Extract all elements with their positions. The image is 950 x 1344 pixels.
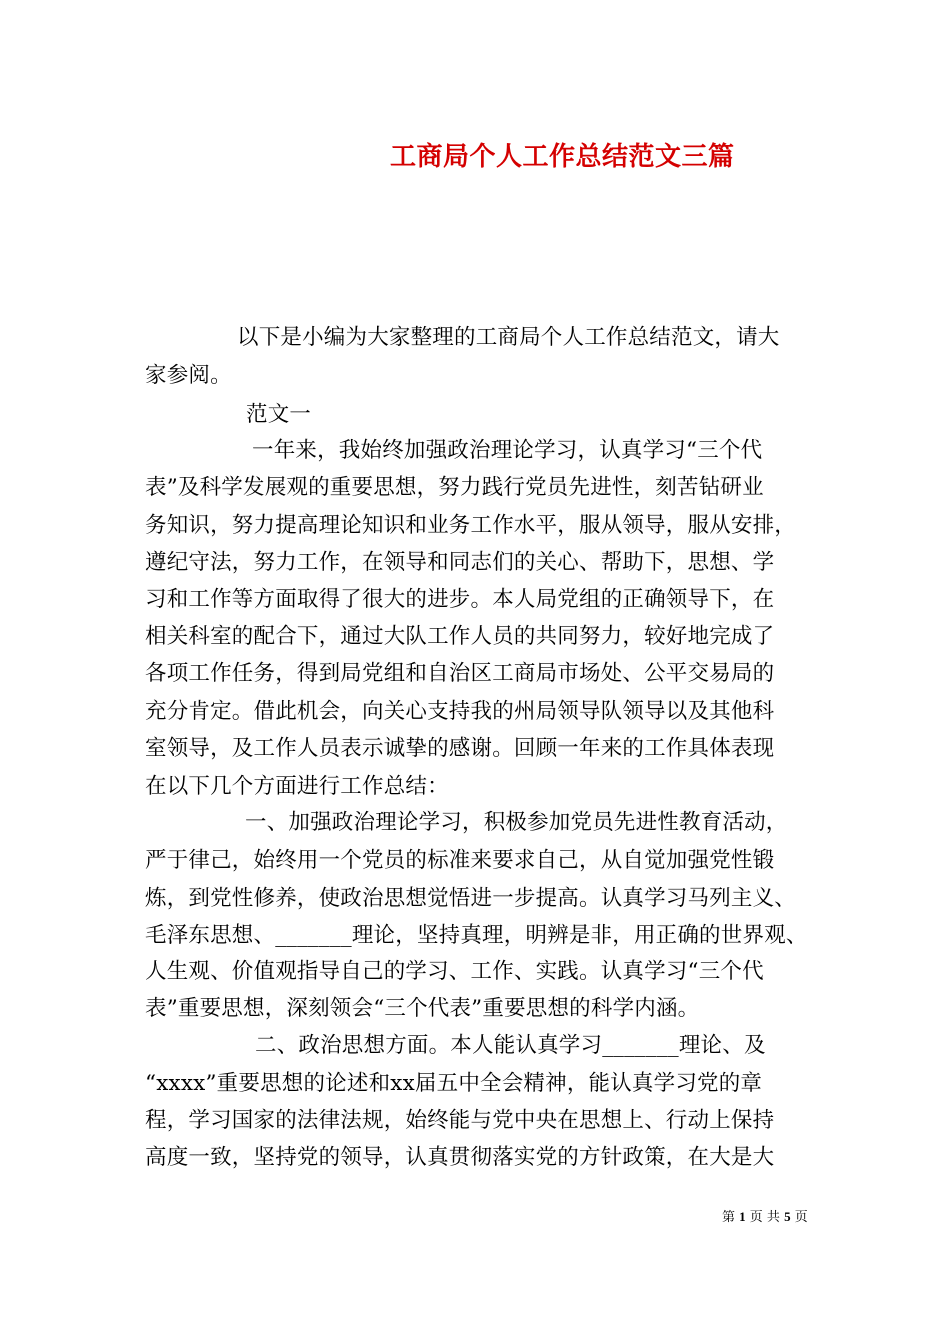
document-title: 工商局个人工作总结范文三篇 (390, 142, 735, 172)
body-line: 家参阅。 (145, 363, 232, 388)
page-footer (722, 1206, 808, 1225)
body-line: “xxxx”重要思想的论述和xx届五中全会精神，能认真学习党的章 (145, 1071, 763, 1096)
body-line: 高度一致，坚持党的领导，认真贯彻落实党的方针政策，在大是大 (145, 1145, 775, 1170)
body-line: 程，学习国家的法律法规，始终能与党中央在思想上、行动上保持 (145, 1108, 775, 1133)
body-line: 室领导，及工作人员表示诚挚的感谢。回顾一年来的工作具体表现 (145, 736, 775, 761)
body-line: 炼，到党性修养，使政治思想觉悟进一步提高。认真学习马列主义、 (145, 886, 797, 911)
body-line: 严于律己，始终用一个党员的标准来要求自己，从自觉加强党性锻 (145, 848, 775, 873)
footer-page-number: 1 (739, 1209, 746, 1224)
body-line: 相关科室的配合下，通过大队工作人员的共同努力，较好地完成了 (145, 624, 775, 649)
body-line: 表”重要思想，深刻领会“三个代表”重要思想的科学内涵。 (145, 996, 700, 1021)
body-line: 务知识，努力提高理论知识和业务工作水平，服从领导，服从安排， (145, 513, 797, 538)
body-line: 在以下几个方面进行工作总结： (145, 774, 449, 799)
footer-total-pages: 5 (784, 1209, 791, 1224)
body-line: 习和工作等方面取得了很大的进步。本人局党组的正确领导下，在 (145, 587, 775, 612)
footer-suffix: 页 (794, 1210, 808, 1225)
body-line: 表”及科学发展观的重要思想，努力践行党员先进性，刻苦钻研业 (145, 475, 764, 500)
section-heading: 范文一 (246, 402, 312, 427)
body-line: 各项工作任务，得到局党组和自治区工商局市场处、公平交易局的 (145, 661, 775, 686)
body-line: 人生观、价值观指导自己的学习、工作、实践。认真学习“三个代 (145, 959, 764, 984)
footer-prefix: 第 (722, 1210, 736, 1225)
body-line: 毛泽东思想、_______理论，坚持真理，明辨是非，用正确的世界观、 (145, 923, 808, 948)
footer-middle: 页 共 (749, 1210, 780, 1225)
body-line: 一、加强政治理论学习，积极参加党员先进性教育活动， (245, 810, 788, 835)
body-line: 充分肯定。借此机会，向关心支持我的州局领导队领导以及其他科 (145, 699, 775, 724)
body-line: 以下是小编为大家整理的工商局个人工作总结范文，请大 (237, 325, 780, 350)
body-line: 二、政治思想方面。本人能认真学习_______理论、及 (255, 1033, 766, 1058)
body-line: 遵纪守法，努力工作，在领导和同志们的关心、帮助下，思想、学 (145, 550, 775, 575)
body-line: 一年来，我始终加强政治理论学习，认真学习“三个代 (252, 438, 763, 463)
